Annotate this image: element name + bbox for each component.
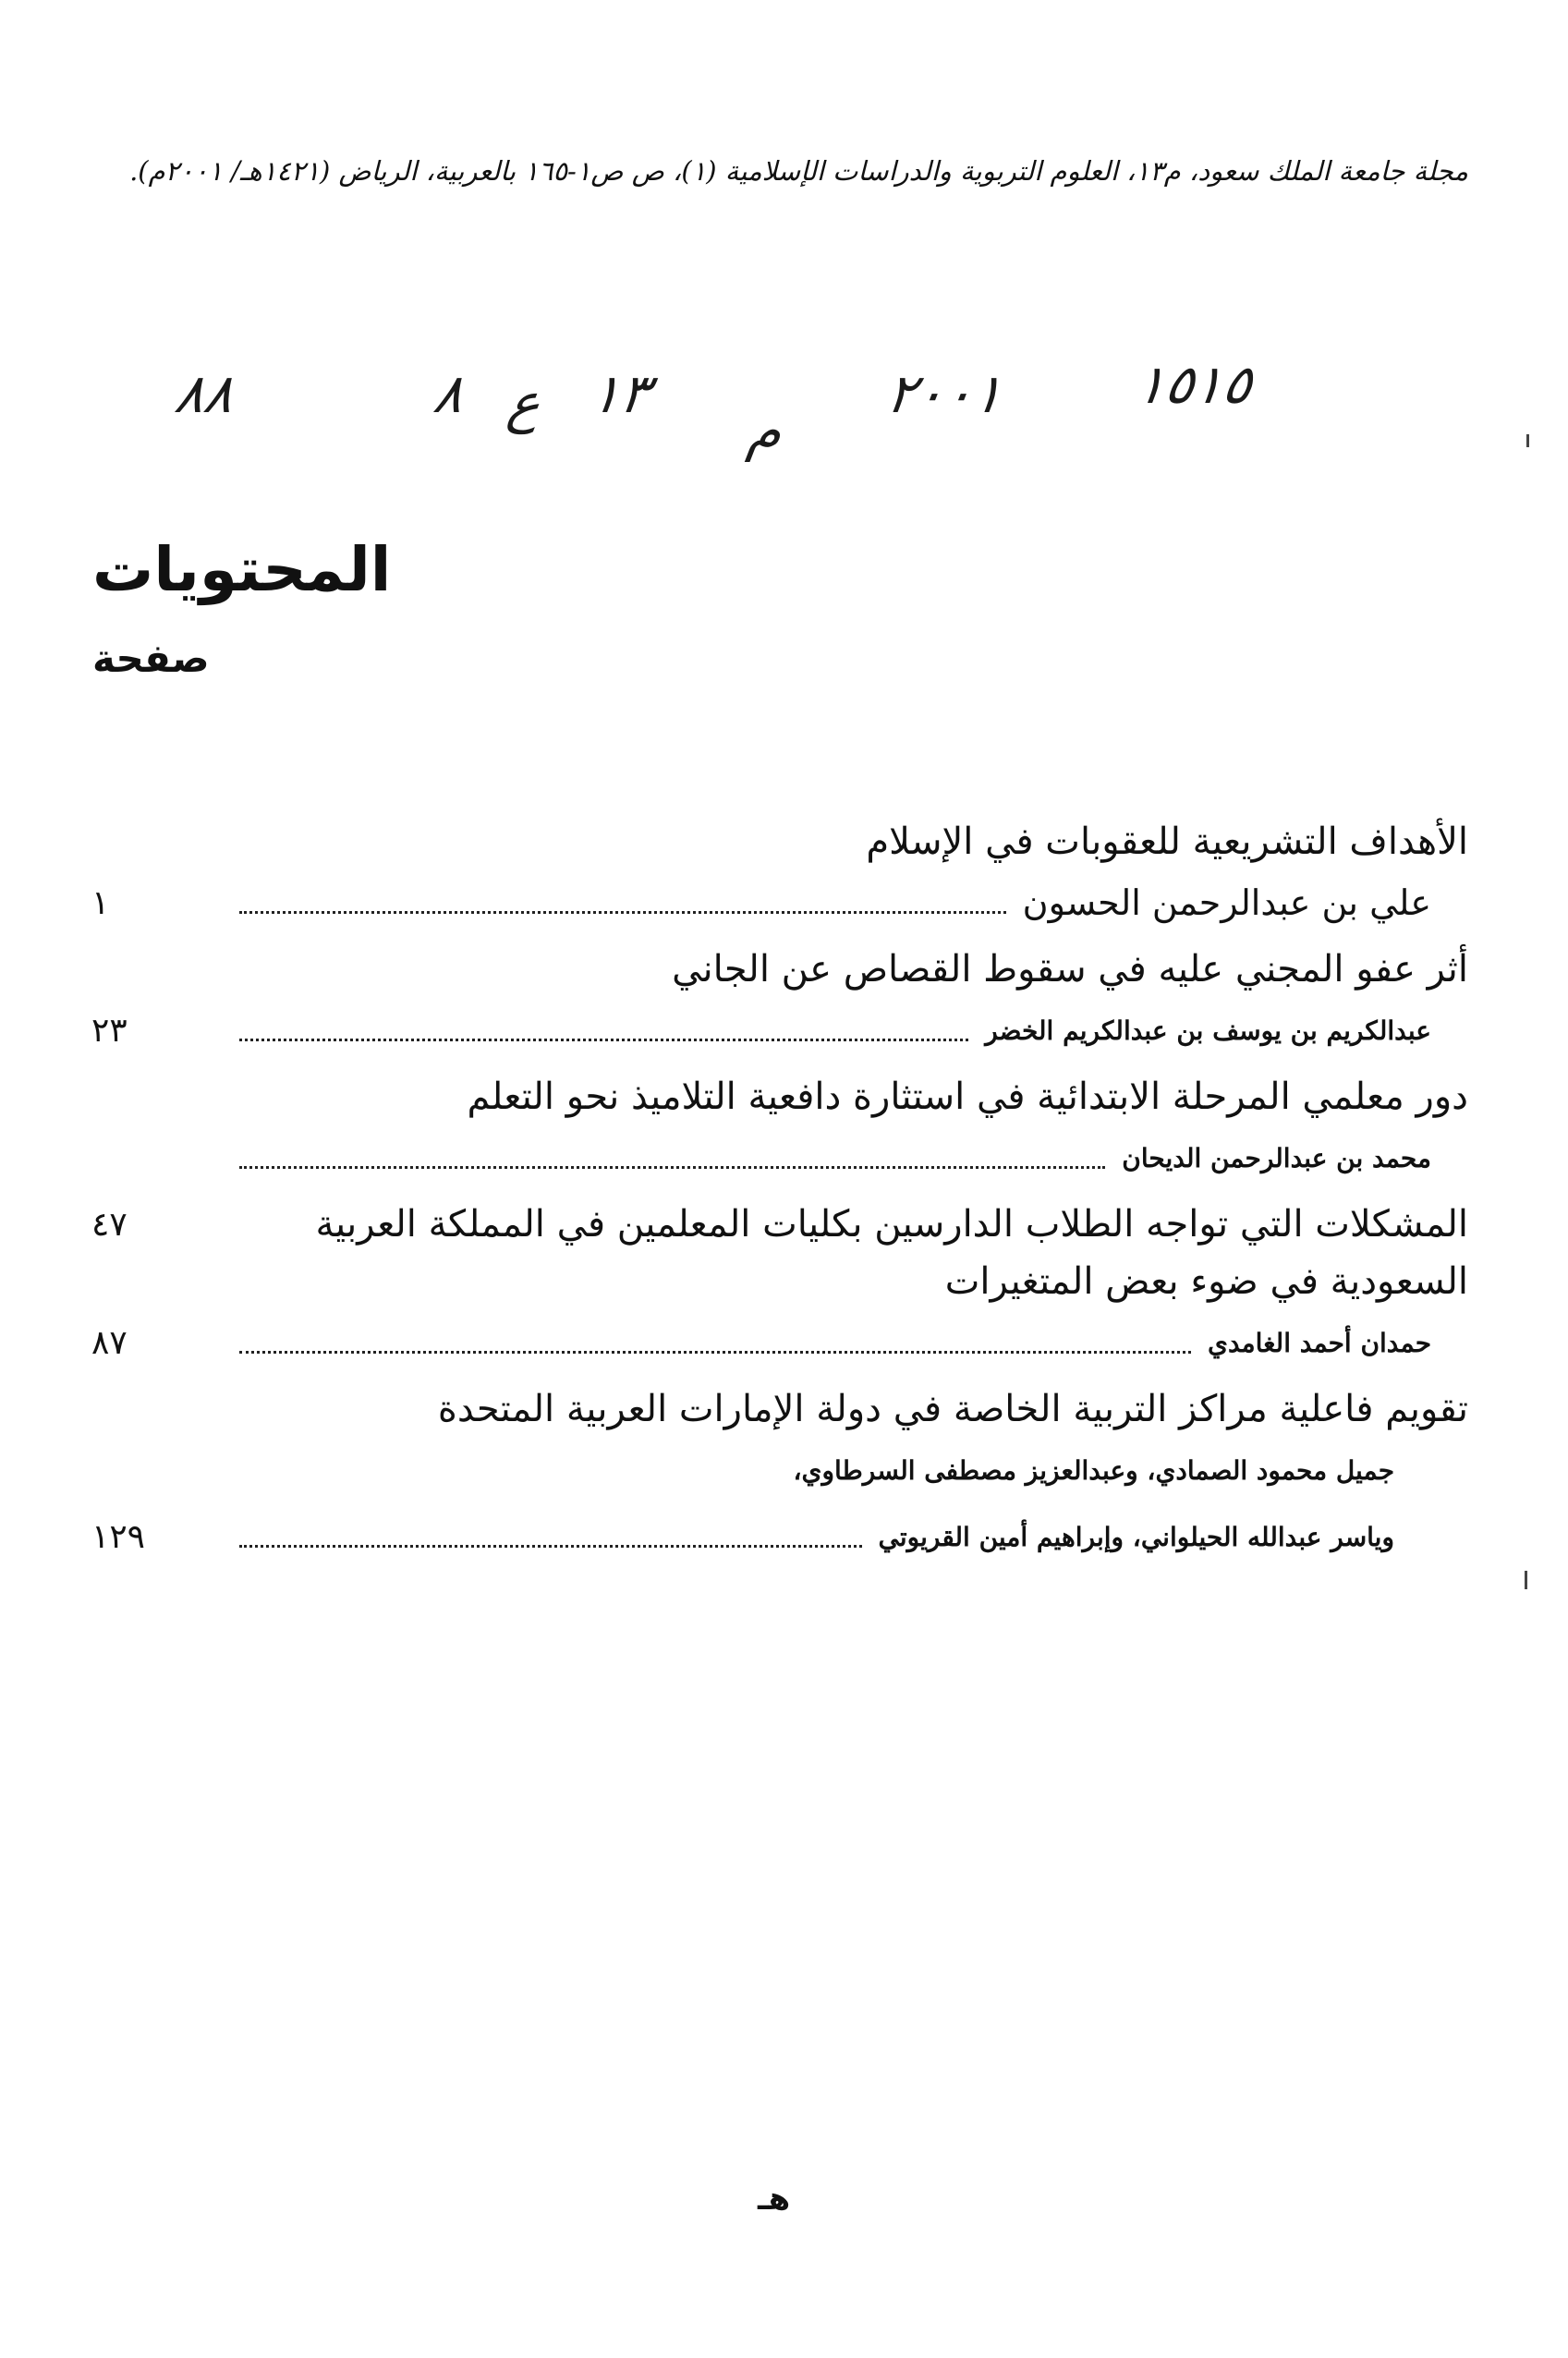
entry-title: المشكلات التي تواجه الطلاب الدارسين بكليات المعلمين في المملكة العربية [315, 1203, 1468, 1246]
toc-entry [91, 1196, 1468, 1371]
handwritten-note-1515: ١٥١٥ [1132, 353, 1257, 416]
entry-author: جميل محمود الصمادي، وعبدالعزيز مصطفى السرطاوي، [793, 1454, 1394, 1486]
entry-author: عبدالكريم بن يوسف بن عبدالكريم الخضر [985, 1015, 1431, 1046]
dot-leader [239, 1545, 862, 1548]
entry-page-number: ٢٣ [91, 1011, 128, 1050]
author-row [91, 1441, 1468, 1499]
author-row [91, 874, 1468, 931]
entry-author: حمدان أحمد الغامدي [1208, 1327, 1431, 1358]
scan-speck [1526, 434, 1529, 447]
handwritten-note-2001: ٢٠٠١ [882, 362, 1007, 425]
journal-citation: مجلة جامعة الملك سعود، م١٣، العلوم التربوية والدراسات الإسلامية (١)، ص ص١-١٦٥ بالعربية، الرياض (١٤٢١هـ/ ٢٠٠١م). [129, 155, 1468, 187]
entry-author: محمد بن عبدالرحمن الديحان [1122, 1142, 1431, 1173]
toc-entry [91, 813, 1468, 931]
entry-author: علي بن عبدالرحمن الحسون [1022, 882, 1431, 923]
entry-author: وياسر عبدالله الحيلواني، وإبراهيم أمين القريوتي [878, 1521, 1394, 1552]
scan-speck [1525, 1571, 1527, 1589]
author-row [91, 1129, 1468, 1186]
dot-leader [239, 1166, 1105, 1169]
page-column-label: صفحة [92, 636, 210, 681]
entry-title-row [91, 1196, 1468, 1253]
entry-title-continued: السعودية في ضوء بعض المتغيرات [944, 1260, 1468, 1303]
handwritten-note-8: ٨ [430, 362, 468, 425]
entry-page-number: ١٢٩ [91, 1517, 146, 1556]
toc-entry [91, 1068, 1468, 1186]
author-row [91, 1508, 1468, 1565]
author-row [91, 1314, 1468, 1371]
dot-leader [239, 1039, 968, 1041]
entry-title-page-number: ٤٧ [91, 1205, 128, 1244]
handwritten-note-ain: ع [504, 371, 545, 434]
entry-title: أثر عفو المجني عليه في سقوط القصاص عن الجاني [672, 948, 1468, 991]
entry-title: دور معلمي المرحلة الابتدائية في استثارة دافعية التلاميذ نحو التعلم [467, 1076, 1468, 1118]
entry-page-number: ١ [91, 883, 110, 922]
entry-title: الأهداف التشريعية للعقوبات في الإسلام [866, 820, 1468, 863]
handwritten-annotations [157, 353, 1284, 464]
handwritten-note-meem: م [744, 399, 786, 462]
dot-leader [239, 1351, 1191, 1354]
author-row [91, 1002, 1468, 1059]
toc-entry [91, 941, 1468, 1059]
page-footer-mark: هـ [758, 2181, 791, 2218]
handwritten-note-88: ٨٨ [171, 362, 238, 425]
table-of-contents [91, 813, 1468, 1565]
entry-page-number: ٨٧ [91, 1323, 128, 1362]
dot-leader [239, 911, 1006, 914]
handwritten-note-13: ١٣ [587, 362, 654, 425]
toc-entry [91, 1380, 1468, 1565]
toc-heading: المحتويات [92, 534, 392, 605]
entry-title: تقويم فاعلية مراكز التربية الخاصة في دولة الإمارات العربية المتحدة [437, 1388, 1468, 1430]
